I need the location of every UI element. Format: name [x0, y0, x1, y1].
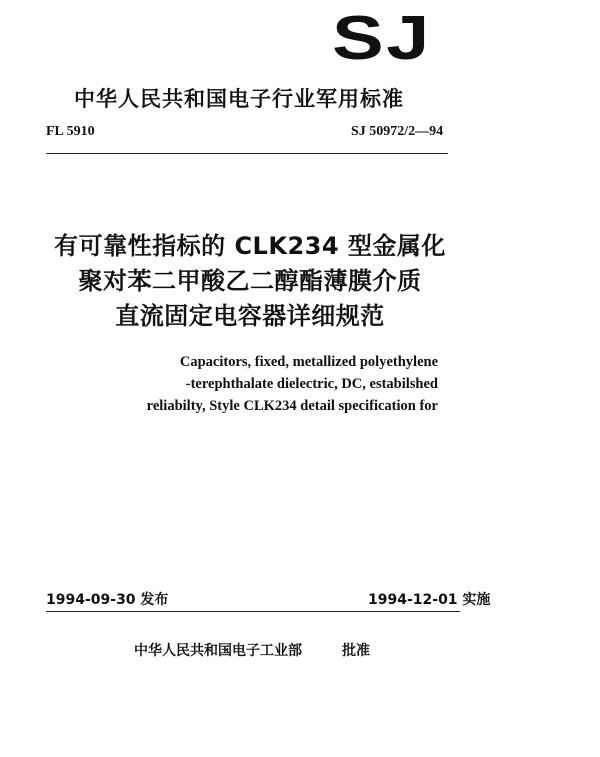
title-cn-line-3: 直流固定电容器详细规范	[115, 302, 385, 330]
title-en-line-2: -terephthalate dielectric, DC, estabilshed	[185, 376, 438, 392]
title-en-line-3: reliabilty, Style CLK234 detail specification for	[146, 398, 438, 414]
implementation-date: 1994-12-01 实施	[368, 592, 491, 608]
approving-authority: 中华人民共和国电子工业部	[134, 643, 302, 659]
title-en-line-1: Capacitors, fixed, metallized polyethylene	[179, 354, 438, 370]
footer-divider	[46, 611, 460, 612]
header-divider	[46, 153, 448, 154]
standard-number: SJ 50972/2—94	[351, 124, 444, 139]
sj-logo: SJ	[332, 4, 432, 73]
title-cn-line-1: 有可靠性指标的 CLK234 型金属化	[54, 232, 446, 260]
issue-date: 1994-09-30 发布	[46, 592, 169, 608]
title-cn-line-2: 聚对苯二甲酸乙二醇酯薄膜介质	[78, 267, 422, 295]
fl-code: FL 5910	[46, 124, 95, 139]
standard-category-title: 中华人民共和国电子行业军用标准	[74, 87, 404, 111]
approve-label: 批准	[342, 643, 370, 659]
